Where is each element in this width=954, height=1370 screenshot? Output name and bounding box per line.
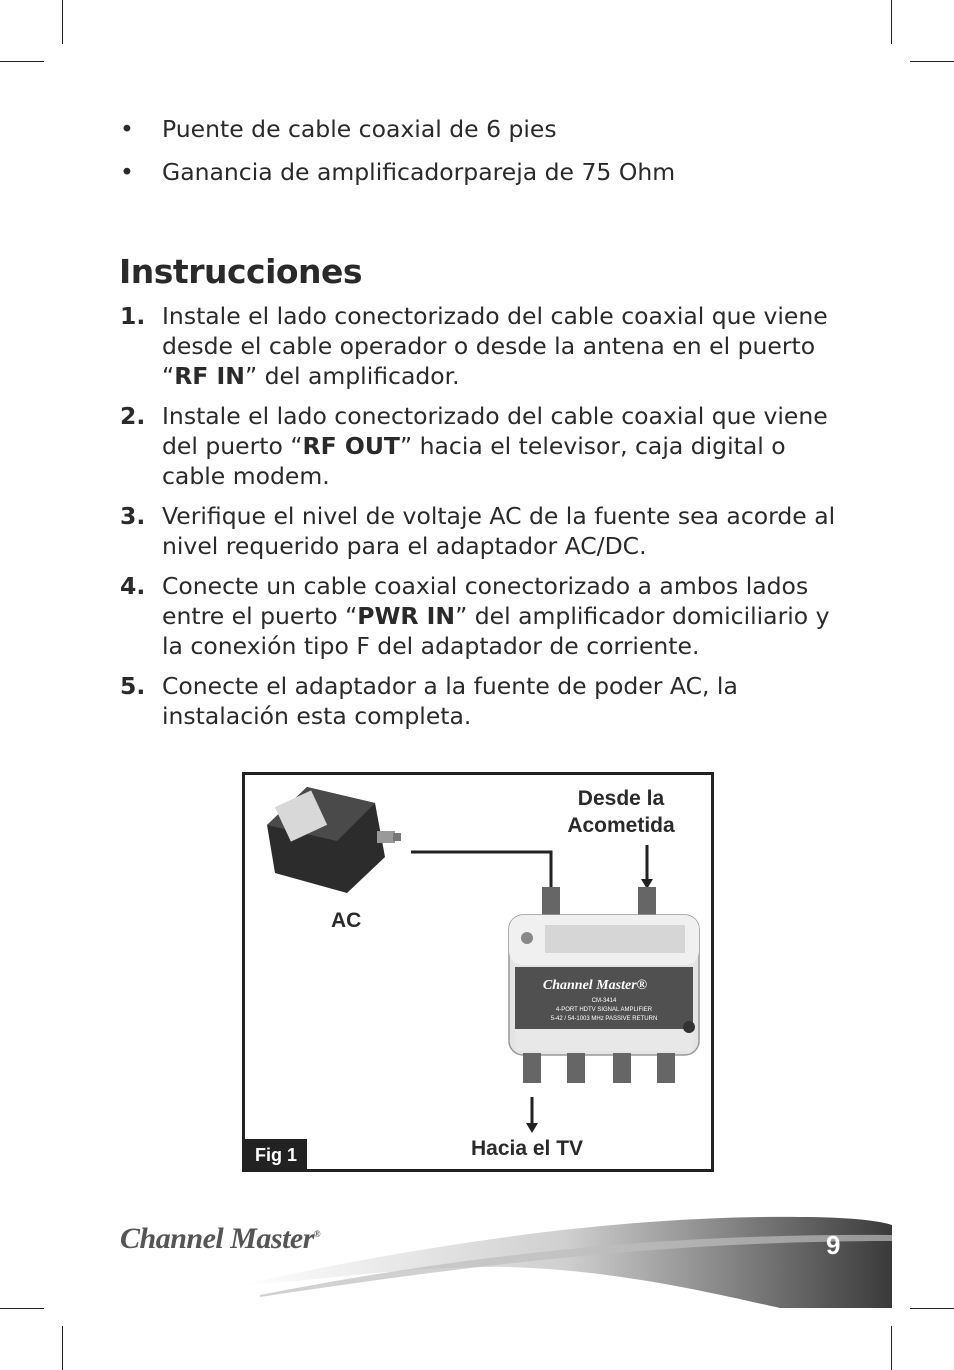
connector xyxy=(567,1053,585,1083)
step-text: Verifique el nivel de voltaje AC de la fuente sea acorde al nivel requerido para el adaptador AC/DC. xyxy=(162,502,836,560)
port-name: RF OUT xyxy=(302,432,400,460)
label-ac: AC xyxy=(331,909,362,932)
step-item xyxy=(120,571,840,661)
step-text-end: ” del amplificador. xyxy=(244,362,460,390)
device-model: CM-3414 xyxy=(591,998,617,1004)
list-item-text: Puente de cable coaxial de 6 pies xyxy=(162,115,557,143)
crop-mark xyxy=(891,1326,892,1370)
port-name: RF IN xyxy=(174,362,245,390)
installation-diagram xyxy=(242,772,714,1172)
connector xyxy=(542,887,560,917)
step-text: Instale el lado conectorizado del cable coaxial que viene del puerto “ xyxy=(162,402,828,460)
crop-mark xyxy=(910,61,954,62)
list-item-text: Ganancia de amplificadorpareja de 75 Ohm xyxy=(162,158,676,186)
step-text: Instale el lado conectorizado del cable coaxial que viene desde el cable operador o desde la antena en el puerto “ xyxy=(162,302,828,390)
step-text-end: ” del amplificador domiciliario y la conexión tipo F del adaptador de corriente. xyxy=(162,602,830,660)
connector xyxy=(638,887,656,917)
port-name: PWR IN xyxy=(357,602,456,630)
crop-mark xyxy=(62,1326,63,1370)
step-item xyxy=(120,671,840,731)
list-item xyxy=(120,156,840,199)
label-source xyxy=(545,785,697,839)
step-text: Conecte un cable coaxial conectorizado a ambos lados entre el puerto “ xyxy=(162,572,809,630)
bullet-symbol: • xyxy=(120,115,134,143)
arrow-head xyxy=(526,1123,538,1133)
step-number: 4. xyxy=(120,572,146,600)
brand-text: Channel Master xyxy=(120,1222,314,1255)
package-contents-list xyxy=(120,113,840,199)
step-item xyxy=(120,301,840,391)
step-number: 2. xyxy=(120,402,146,430)
crop-mark xyxy=(891,0,892,44)
power-cable xyxy=(411,852,551,889)
bullet-symbol: • xyxy=(120,158,134,186)
step-text: Conecte el adaptador a la fuente de poder AC, la instalación esta completa. xyxy=(162,672,738,730)
step-number: 1. xyxy=(120,302,146,330)
label-source-line1: Desde la xyxy=(577,787,665,810)
label-tv: Hacia el TV xyxy=(471,1137,584,1160)
connector xyxy=(613,1053,631,1083)
footer-brand-logo xyxy=(120,1222,320,1256)
section-heading: Instrucciones xyxy=(119,252,363,291)
instruction-steps xyxy=(120,301,840,741)
crop-mark xyxy=(62,0,63,44)
ac-adapter-image xyxy=(267,787,401,893)
device-description: 4-PORT HDTV SIGNAL AMPLIFIER xyxy=(555,1007,653,1013)
brand-reg: ® xyxy=(313,1229,321,1239)
page-number: 9 xyxy=(826,1230,841,1260)
connector xyxy=(523,1053,541,1083)
list-item xyxy=(120,113,840,156)
figure-tag: Fig 1 xyxy=(245,1139,307,1169)
label-source-line2: Acometida xyxy=(567,814,675,837)
step-item xyxy=(120,501,840,561)
step-number: 3. xyxy=(120,502,146,530)
step-number: 5. xyxy=(120,672,146,700)
step-item xyxy=(120,401,840,491)
device-frequency: 5-42 / 54-1003 MHz PASSIVE RETURN xyxy=(550,1016,658,1022)
step-text-end: ” hacia el televisor, caja digital o cable modem. xyxy=(162,432,786,490)
crop-mark xyxy=(0,61,44,62)
amplifier-image xyxy=(509,915,699,1055)
device-brand: Channel Master® xyxy=(542,978,648,993)
connector xyxy=(657,1053,675,1083)
